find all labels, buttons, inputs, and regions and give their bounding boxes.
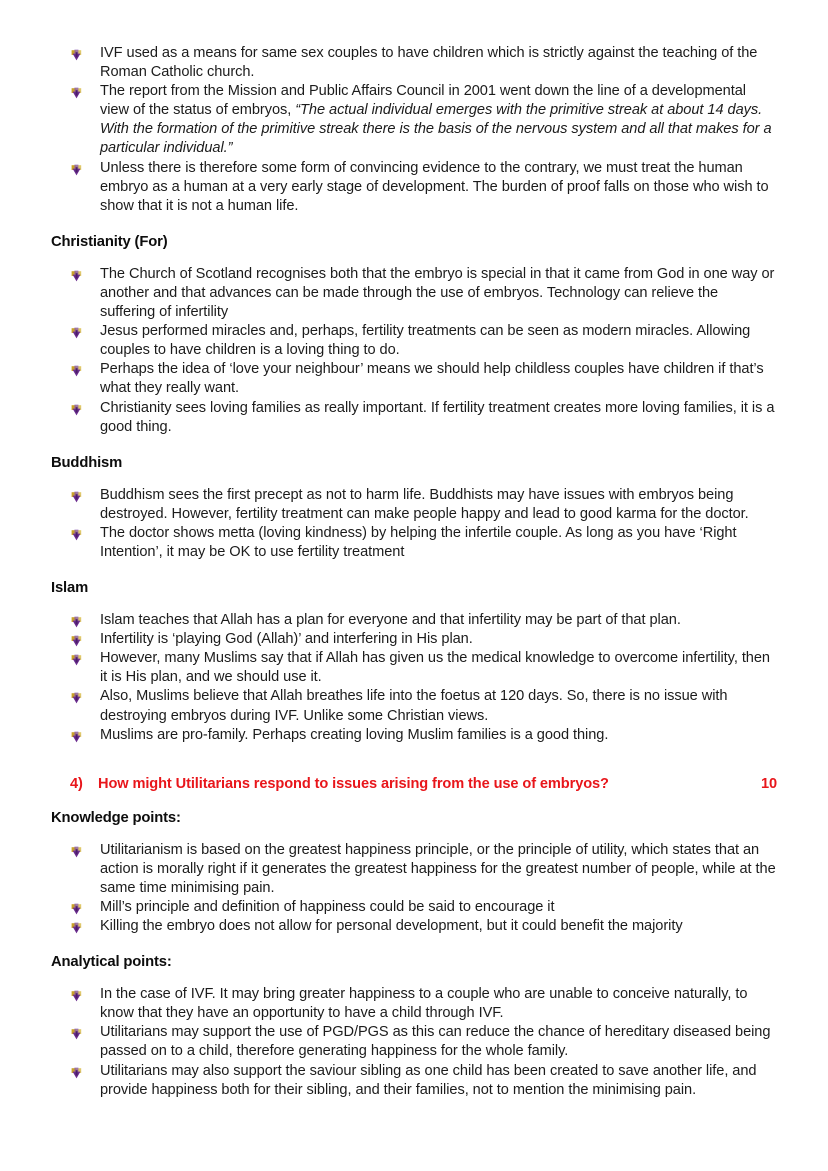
list-item bbox=[51, 1062, 777, 1100]
bullet-text-run: Perhaps the idea of ‘love your neighbour’ means we should help childless couples have children if that’s what they really want. bbox=[100, 361, 764, 397]
bullet-text-run: Muslims are pro-family. Perhaps creating loving Muslim families is a good thing. bbox=[100, 726, 609, 743]
spacer bbox=[51, 251, 777, 265]
arrow-bullet-icon bbox=[71, 326, 82, 338]
bullet-text-run: In the case of IVF. It may bring greater happiness to a couple who are unable to conceive naturally, to know that they have an opportunity to have a child through IVF. bbox=[100, 986, 748, 1022]
section-heading-knowledge-points: Knowledge points: bbox=[51, 809, 181, 826]
bullet-list-islam bbox=[51, 611, 777, 745]
bullet-text-run: IVF used as a means for same sex couples to have children which is strictly against the teaching of the Roman Catholic church. bbox=[100, 45, 758, 81]
arrow-bullet-icon bbox=[71, 163, 82, 175]
arrow-bullet-icon bbox=[71, 1066, 82, 1078]
bullet-text-run: Unless there is therefore some form of convincing evidence to the contrary, we must treat the human embryo as a human at a very early stage of development. The burden of proof falls on those who wish to show that it is not a human life. bbox=[100, 159, 769, 214]
bullet-list-buddhism bbox=[51, 486, 777, 562]
bullet-text-run: Islam teaches that Allah has a plan for everyone and that infertility may be part of that plan. bbox=[100, 612, 681, 629]
list-item bbox=[51, 265, 777, 322]
list-item bbox=[51, 524, 777, 562]
arrow-bullet-icon bbox=[71, 615, 82, 627]
bullet-text-run: Utilitarians may also support the saviour sibling as one child has been created to save another life, and provide happiness both for their sibling, and their families, not to mention the minimising pain. bbox=[100, 1062, 757, 1098]
arrow-bullet-icon bbox=[71, 403, 82, 415]
list-item bbox=[51, 630, 777, 649]
bullet-text-run: Christianity sees loving families as really important. If fertility treatment creates more loving families, it is a good thing. bbox=[100, 399, 775, 435]
arrow-bullet-icon bbox=[71, 902, 82, 914]
bullet-text-run: Jesus performed miracles and, perhaps, fertility treatments can be seen as modern miracles. Allowing couples to have children is a loving thing to do. bbox=[100, 323, 751, 359]
bullet-text-run: Buddhism sees the first precept as not to harm life. Buddhists may have issues with embryos being destroyed. However, fertility treatment can make people happy and lead to good karma for the doctor. bbox=[100, 486, 749, 522]
list-item bbox=[51, 322, 777, 360]
bullet-list-knowledge-points bbox=[51, 841, 777, 936]
list-item bbox=[51, 985, 777, 1023]
list-item bbox=[51, 649, 777, 687]
arrow-bullet-icon bbox=[71, 48, 82, 60]
bullet-text-run: Infertility is ‘playing God (Allah)’ and interfering in His plan. bbox=[100, 631, 473, 648]
exam-question-row bbox=[51, 776, 777, 792]
list-item bbox=[51, 726, 777, 745]
arrow-bullet-icon bbox=[71, 269, 82, 281]
arrow-bullet-icon bbox=[71, 528, 82, 540]
list-item bbox=[51, 399, 777, 437]
bullet-text-run: The Church of Scotland recognises both that the embryo is special in that it came from God in one way or another and that advances can be made through the use of embryos. Technology can relieve the suffering of infertility bbox=[100, 265, 775, 321]
arrow-bullet-icon bbox=[71, 1027, 82, 1039]
list-item bbox=[51, 44, 777, 82]
spacer bbox=[51, 562, 777, 579]
quoted-text: “The actual individual emerges with the primitive streak at about 14 days. With the formation of the primitive streak there is the basis of the nervous system and all that makes for a particular individual.” bbox=[100, 102, 772, 157]
bullet-text-run: Mill’s principle and definition of happiness could be said to encourage it bbox=[100, 899, 555, 915]
bullet-text-run: The report from the Mission and Public Affairs Council in 2001 went down the line of a developmental view of the status of embryos, bbox=[100, 83, 746, 119]
spacer bbox=[51, 971, 777, 985]
bullet-text-run: Utilitarians may support the use of PGD/PGS as this can reduce the chance of hereditary diseased being passed on to a child, therefore generating happiness for the whole family. bbox=[100, 1024, 771, 1060]
list-item bbox=[51, 898, 777, 917]
section-heading-christianity-for: Christianity (For) bbox=[51, 233, 168, 250]
section-heading-buddhism: Buddhism bbox=[51, 454, 123, 471]
bullet-list-analytical-points bbox=[51, 985, 777, 1100]
question-text: How might Utilitarians respond to issues arising from the use of embryos? bbox=[98, 775, 609, 792]
spacer bbox=[51, 472, 777, 486]
section-heading-islam: Islam bbox=[51, 580, 89, 597]
list-item bbox=[51, 486, 777, 524]
list-item bbox=[51, 1023, 777, 1061]
arrow-bullet-icon bbox=[71, 653, 82, 665]
bullet-text-run: The doctor shows metta (loving kindness) by helping the infertile couple. As long as you have ‘Right Intention’, it may be OK to use fertility treatment bbox=[100, 524, 737, 560]
arrow-bullet-icon bbox=[71, 845, 82, 857]
arrow-bullet-icon bbox=[71, 730, 82, 742]
spacer bbox=[51, 936, 777, 953]
spacer bbox=[51, 762, 777, 776]
list-item bbox=[51, 841, 777, 898]
bullet-text-run: Also, Muslims believe that Allah breathes life into the foetus at 120 days. So, there is no issue with destroying embryos during IVF. Unlike some Christian views. bbox=[100, 688, 728, 724]
document-body bbox=[51, 44, 777, 1100]
question-number: 4) bbox=[70, 775, 83, 792]
question-marks: 10 bbox=[760, 775, 777, 792]
spacer bbox=[51, 745, 777, 762]
arrow-bullet-icon bbox=[71, 989, 82, 1001]
list-item bbox=[51, 82, 777, 158]
bullet-list-christianity-for bbox=[51, 265, 777, 437]
arrow-bullet-icon bbox=[71, 691, 82, 703]
list-item bbox=[51, 611, 777, 630]
arrow-bullet-icon bbox=[71, 364, 82, 376]
spacer bbox=[51, 597, 777, 611]
spacer bbox=[51, 437, 777, 454]
spacer bbox=[51, 827, 777, 841]
bullet-text-run: Utilitarianism is based on the greatest happiness principle, or the principle of utility, which states that an action is morally right if it generates the greatest happiness for the greatest number of people, while at the same time minimising pain. bbox=[100, 841, 776, 896]
bullet-text-run: Killing the embryo does not allow for personal development, but it could benefit the majority bbox=[100, 918, 683, 935]
bullet-text-run: However, many Muslims say that if Allah has given us the medical knowledge to overcome infertility, then it is His plan, and we should use it. bbox=[100, 650, 770, 686]
list-item bbox=[51, 159, 777, 216]
arrow-bullet-icon bbox=[71, 86, 82, 98]
list-item bbox=[51, 360, 777, 398]
bullet-list-christianity-against-continued bbox=[51, 44, 777, 216]
spacer bbox=[51, 216, 777, 233]
spacer bbox=[51, 792, 777, 809]
arrow-bullet-icon bbox=[71, 634, 82, 646]
section-heading-analytical-points: Analytical points: bbox=[51, 954, 172, 971]
list-item bbox=[51, 687, 777, 725]
arrow-bullet-icon bbox=[71, 490, 82, 502]
arrow-bullet-icon bbox=[71, 921, 82, 933]
list-item bbox=[51, 917, 777, 936]
